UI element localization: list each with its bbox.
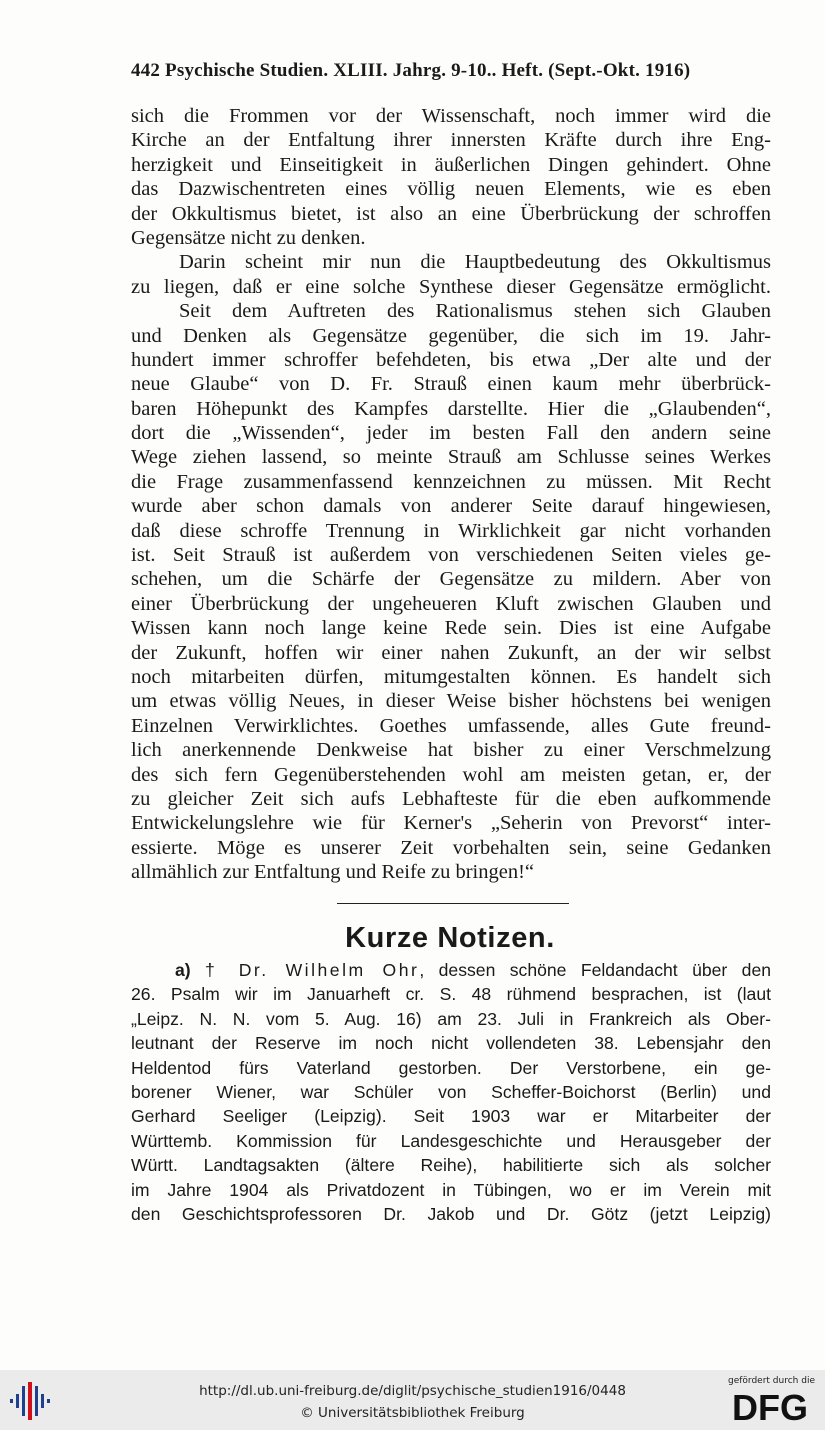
notes-text <box>131 958 771 1226</box>
text-line: noch mitarbeiten dürfen, mitumgestalten können. Es handelt sich <box>131 665 771 688</box>
text-line: hundert immer schroffer befehdeten, bis etwa „Der alte und der <box>131 348 771 371</box>
text-line: Kirche an der Entfaltung ihrer innersten Kräfte durch ihre Eng- <box>131 129 771 152</box>
text-line: „Leipz. N. N. vom 5. Aug. 16) am 23. Juli in Frankreich als Ober- <box>131 1008 771 1029</box>
section-heading: Kurze Notizen. <box>345 922 555 954</box>
text-line: zu liegen, daß er eine solche Synthese dieser Gegensätze ermöglicht. <box>131 275 771 298</box>
funder-caption: gefördert durch die <box>728 1376 815 1386</box>
text-line: essierte. Möge es unserer Zeit vorbehalten sein, seine Gedanken <box>131 836 771 859</box>
text-line: der Zukunft, hoffen wir einer nahen Zukunft, an der wir selbst <box>131 641 771 664</box>
text-line: und Denken als Gegensätze gegenüber, die sich im 19. Jahr- <box>131 324 771 347</box>
text-line: Gegensätze nicht zu denken. <box>131 226 366 249</box>
text-line: dort die „Wissenden“, jeder im besten Fall den andern seine <box>131 422 771 445</box>
text-line: im Jahre 1904 als Privatdozent in Tübingen, wo er im Verein mit <box>131 1179 771 1200</box>
text-line: herzigkeit und Einseitigkeit in äußerlichen Dingen gehindert. Ohne <box>131 153 771 176</box>
text-line: schehen, um die Schärfe der Gegensätze zu mildern. Aber von <box>131 568 771 591</box>
text-line: einer Überbrückung der ungeheueren Kluft zwischen Glauben und <box>131 592 771 615</box>
text-line: Gerhard Seeliger (Leipzig). Seit 1903 war er Mitarbeiter der <box>131 1106 771 1127</box>
running-head: 442 Psychische Studien. XLIII. Jahrg. 9-10.. Heft. (Sept.-Okt. 1916) <box>131 60 691 81</box>
text-line: Heldentod fürs Vaterland gestorben. Der Verstorbene, ein ge- <box>131 1057 771 1078</box>
copyright-notice: © Universitätsbibliothek Freiburg <box>300 1405 525 1421</box>
text-line: um etwas völlig Neues, in dieser Weise bisher höchstens bei wenigen <box>131 690 771 713</box>
text-line: baren Höhepunkt des Kampfes darstellte. Hier die „Glaubenden“, <box>131 397 771 420</box>
text-line: das Dazwischentreten eines völlig neuen Elements, wie es eben <box>131 178 771 201</box>
dagger-symbol: † <box>205 960 225 980</box>
text-line: 26. Psalm wir im Januarheft cr. S. 48 rühmend besprachen, ist (laut <box>131 984 771 1005</box>
dfg-logo-text: DFG <box>732 1389 808 1423</box>
text-line: Württemb. Kommission für Landesgeschichte und Herausgeber der <box>131 1130 771 1151</box>
text-line: Wege ziehen lassend, so meinte Strauß am Schlusse seines Werkes <box>131 446 771 469</box>
text-line: Seit dem Auftreten des Rationalismus stehen sich Glauben <box>179 300 771 323</box>
text-line: den Geschichtsprofessoren Dr. Jakob und Dr. Götz (jetzt Leipzig) <box>131 1203 771 1224</box>
text-line: allmählich zur Entfaltung und Reife zu bringen!“ <box>131 861 535 884</box>
note-first-line <box>131 958 771 982</box>
text-line: sich die Frommen vor der Wissenschaft, noch immer wird die <box>131 105 771 127</box>
note-label: a) <box>175 960 191 980</box>
text-line: ist. Seit Strauß ist außerdem von verschiedenen Seiten vieles ge- <box>131 544 771 567</box>
text-line: Darin scheint mir nun die Hauptbedeutung des Okkultismus <box>179 251 771 274</box>
text-line: Entwickelungslehre wie für Kerner's „Seherin von Prevorst“ inter- <box>131 812 771 835</box>
text-line: neue Glaube“ von D. Fr. Strauß einen kaum mehr überbrück- <box>131 373 771 396</box>
note-first-line-rest: , dessen schöne Feldandacht über den <box>419 960 772 980</box>
text-line: Württ. Landtagsakten (ältere Reihe), habilitierte sich als solcher <box>131 1155 771 1176</box>
body-text <box>131 104 771 885</box>
text-line: wurde aber schon damals von anderer Seite darauf hingewiesen, <box>131 495 771 518</box>
text-line: zu gleicher Zeit sich aufs Lebhafteste für die eben aufkommende <box>131 787 771 810</box>
note-person-name: Dr. Wilhelm Ohr <box>238 960 420 980</box>
text-line: der Okkultismus bietet, ist also an eine Überbrückung der schroffen <box>131 202 771 225</box>
dfg-logo-icon <box>725 1389 815 1423</box>
section-divider <box>337 903 569 904</box>
source-url-link[interactable]: http://dl.ub.uni-freiburg.de/diglit/psychische_studien1916/0448 <box>199 1383 626 1399</box>
text-line: borener Wiener, war Schüler von Scheffer-Boichorst (Berlin) und <box>131 1081 771 1102</box>
digitization-footer <box>0 1370 825 1430</box>
text-line: leutnant der Reserve im noch nicht vollendeten 38. Lebensjahr den <box>131 1033 771 1054</box>
text-line: lich anerkennende Denkweise hat bisher zu einer Verschmelzung <box>131 739 771 762</box>
text-line: die Frage zusammenfassend kennzeichnen zu müssen. Mit Recht <box>131 470 771 493</box>
text-line: des sich fern Gegenüberstehenden wohl am meisten getan, er, der <box>131 763 771 786</box>
text-line: Einzelnen Verwirklichtes. Goethes umfassende, alles Gute freund- <box>131 714 771 737</box>
text-line: Wissen kann noch lange keine Rede sein. Dies ist eine Aufgabe <box>131 617 771 640</box>
text-line: daß diese schroffe Trennung in Wirklichkeit gar nicht vorhanden <box>131 519 771 542</box>
